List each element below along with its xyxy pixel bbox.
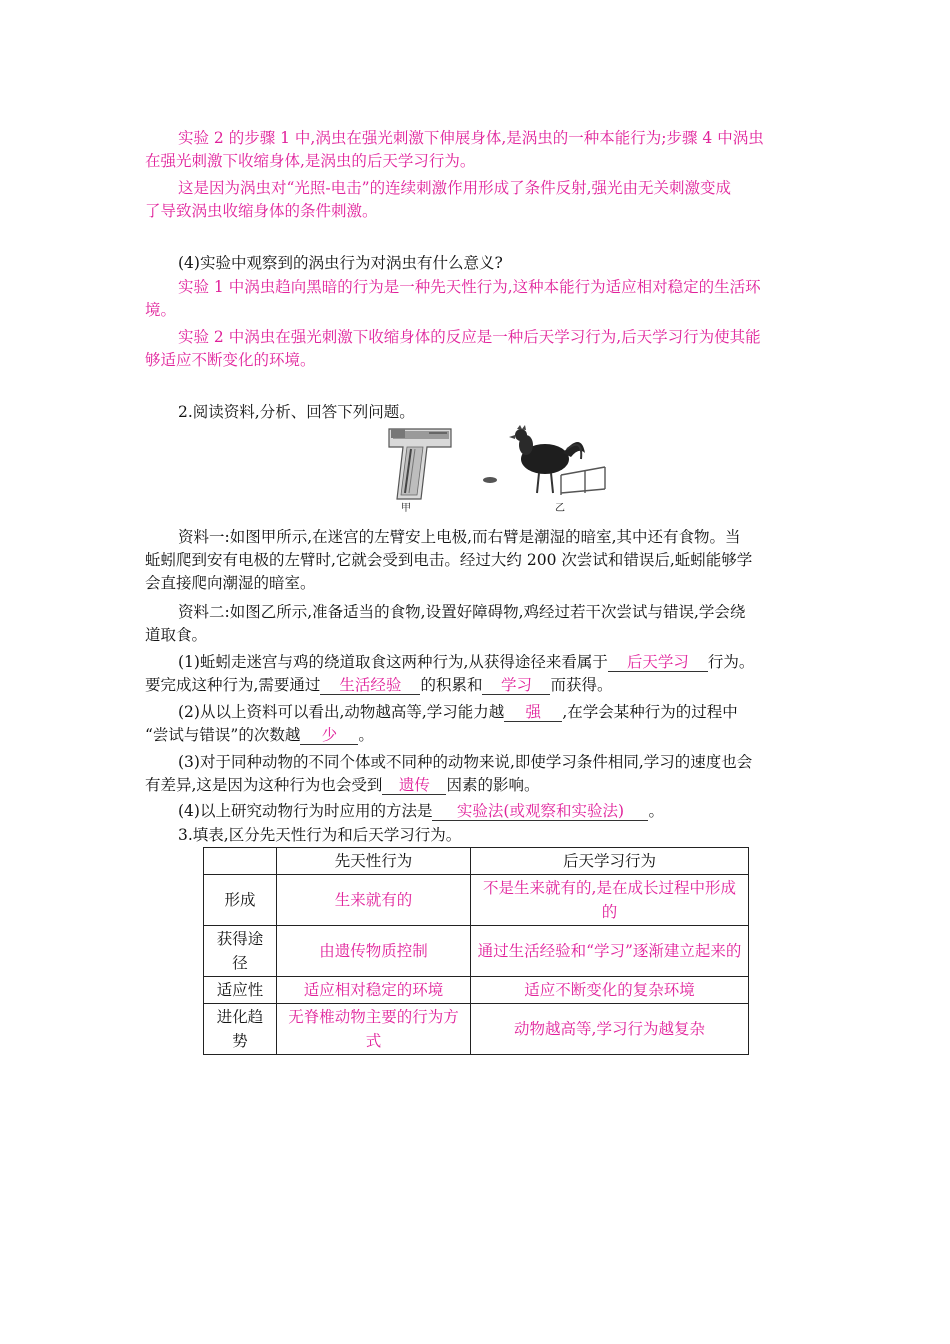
food-dish-image [483, 477, 497, 483]
question-2-title: 2.阅读资料,分析、回答下列问题。 [178, 403, 415, 421]
material-1-line: 蚯蚓爬到安有电极的左臂时,它就会受到电击。经过大约 200 次尝试和错误后,蚯蚓能够学 [145, 551, 753, 569]
innate-cell: 无脊椎动物主要的行为方式 [277, 1004, 471, 1055]
subquestion-text: (4)以上研究动物行为时应用的方法是 [178, 802, 433, 820]
answer-line: 实验 2 的步骤 1 中,涡虫在强光刺激下伸展身体,是涡虫的一种本能行为;步骤 4 中涡虫 [178, 129, 764, 147]
question-3-title: 3.填表,区分先天性行为和后天学习行为。 [178, 826, 462, 844]
row-label: 形成 [204, 875, 277, 926]
row-label: 获得途径 [204, 926, 277, 977]
answer-blank: 后天学习 [608, 653, 708, 672]
material-2-line: 道取食。 [145, 626, 208, 644]
subquestion-text: 的积累和 [420, 676, 483, 694]
innate-cell: 由遗传物质控制 [277, 926, 471, 977]
innate-cell: 适应相对稳定的环境 [277, 977, 471, 1004]
answer-blank: 实验法(或观察和实验法) [432, 802, 648, 821]
subquestion-text: (2)从以上资料可以看出,动物越高等,学习能力越 [178, 703, 505, 721]
answer-blank: 少 [300, 726, 358, 745]
figure-label-jia: 甲 [401, 503, 411, 514]
subquestion-4 [178, 800, 664, 822]
experiment-figure [385, 423, 615, 515]
answer-blank: 学习 [482, 676, 550, 695]
figure-label-yi: 乙 [555, 503, 565, 514]
comparison-table [203, 847, 749, 1055]
subquestion-text: 要完成这种行为,需要通过 [145, 676, 321, 694]
learned-cell: 不是生来就有的,是在成长过程中形成的 [471, 875, 749, 926]
table-row [204, 1004, 749, 1055]
maze-and-rooster-illustration [385, 423, 615, 515]
table-header-cell [204, 848, 277, 875]
subquestion-text: “尝试与错误”的次数越 [145, 726, 301, 744]
row-label: 进化趋势 [204, 1004, 277, 1055]
answer-blank: 强 [504, 703, 562, 722]
subquestion-text: 行为。 [707, 653, 755, 671]
subquestion-text: 。 [358, 726, 374, 744]
table-row [204, 875, 749, 926]
answer-line: 实验 2 中涡虫在强光刺激下收缩身体的反应是一种后天学习行为,后天学习行为使其能 [178, 328, 761, 346]
answer-line: 了导致涡虫收缩身体的条件刺激。 [145, 202, 378, 220]
subquestion-text: ,在学会某种行为的过程中 [562, 703, 738, 721]
innate-cell: 生来就有的 [277, 875, 471, 926]
subquestion-text: 因素的影响。 [446, 776, 540, 794]
learned-cell: 动物越高等,学习行为越复杂 [471, 1004, 749, 1055]
answer-line: 境。 [145, 301, 177, 319]
barrier-image [561, 467, 605, 495]
subquestion-1 [178, 651, 754, 673]
subquestion-text: 。 [648, 802, 664, 820]
question-4: (4)实验中观察到的涡虫行为对涡虫有什么意义? [178, 254, 503, 272]
answer-blank: 生活经验 [320, 676, 420, 695]
material-1-line: 资料一:如图甲所示,在迷宫的左臂安上电极,而右臂是潮湿的暗室,其中还有食物。当 [178, 528, 741, 546]
learned-cell: 适应不断变化的复杂环境 [471, 977, 749, 1004]
answer-blank: 遗传 [382, 776, 446, 795]
subquestion-2-continued [145, 724, 374, 746]
row-label: 适应性 [204, 977, 277, 1004]
t-maze-image [389, 429, 451, 499]
subquestion-1-continued [145, 674, 612, 696]
answer-line: 够适应不断变化的环境。 [145, 351, 316, 369]
answer-line: 在强光刺激下收缩身体,是涡虫的后天学习行为。 [145, 152, 476, 170]
rooster-image [509, 425, 585, 493]
answer-line: 这是因为涡虫对“光照-电击”的连续刺激作用形成了条件反射,强光由无关刺激变成 [178, 179, 732, 197]
table-header-row [204, 848, 749, 875]
learned-cell: 通过生活经验和“学习”逐渐建立起来的 [471, 926, 749, 977]
answer-line: 实验 1 中涡虫趋向黑暗的行为是一种先天性行为,这种本能行为适应相对稳定的生活环 [178, 278, 761, 296]
material-2-line: 资料二:如图乙所示,准备适当的食物,设置好障碍物,鸡经过若干次尝试与错误,学会绕 [178, 603, 746, 621]
table-header-cell: 先天性行为 [277, 848, 471, 875]
subquestion-3: (3)对于同种动物的不同个体或不同种的动物来说,即使学习条件相同,学习的速度也会 [178, 753, 753, 771]
table-row [204, 926, 749, 977]
table-row [204, 977, 749, 1004]
subquestion-text: 而获得。 [550, 676, 613, 694]
subquestion-3-continued [145, 774, 539, 796]
material-1-line: 会直接爬向潮湿的暗室。 [145, 574, 316, 592]
table-header-cell: 后天学习行为 [471, 848, 749, 875]
subquestion-text: (1)蚯蚓走迷宫与鸡的绕道取食这两种行为,从获得途径来看属于 [178, 653, 608, 671]
subquestion-2 [178, 701, 738, 723]
subquestion-text: 有差异,这是因为这种行为也会受到 [145, 776, 383, 794]
